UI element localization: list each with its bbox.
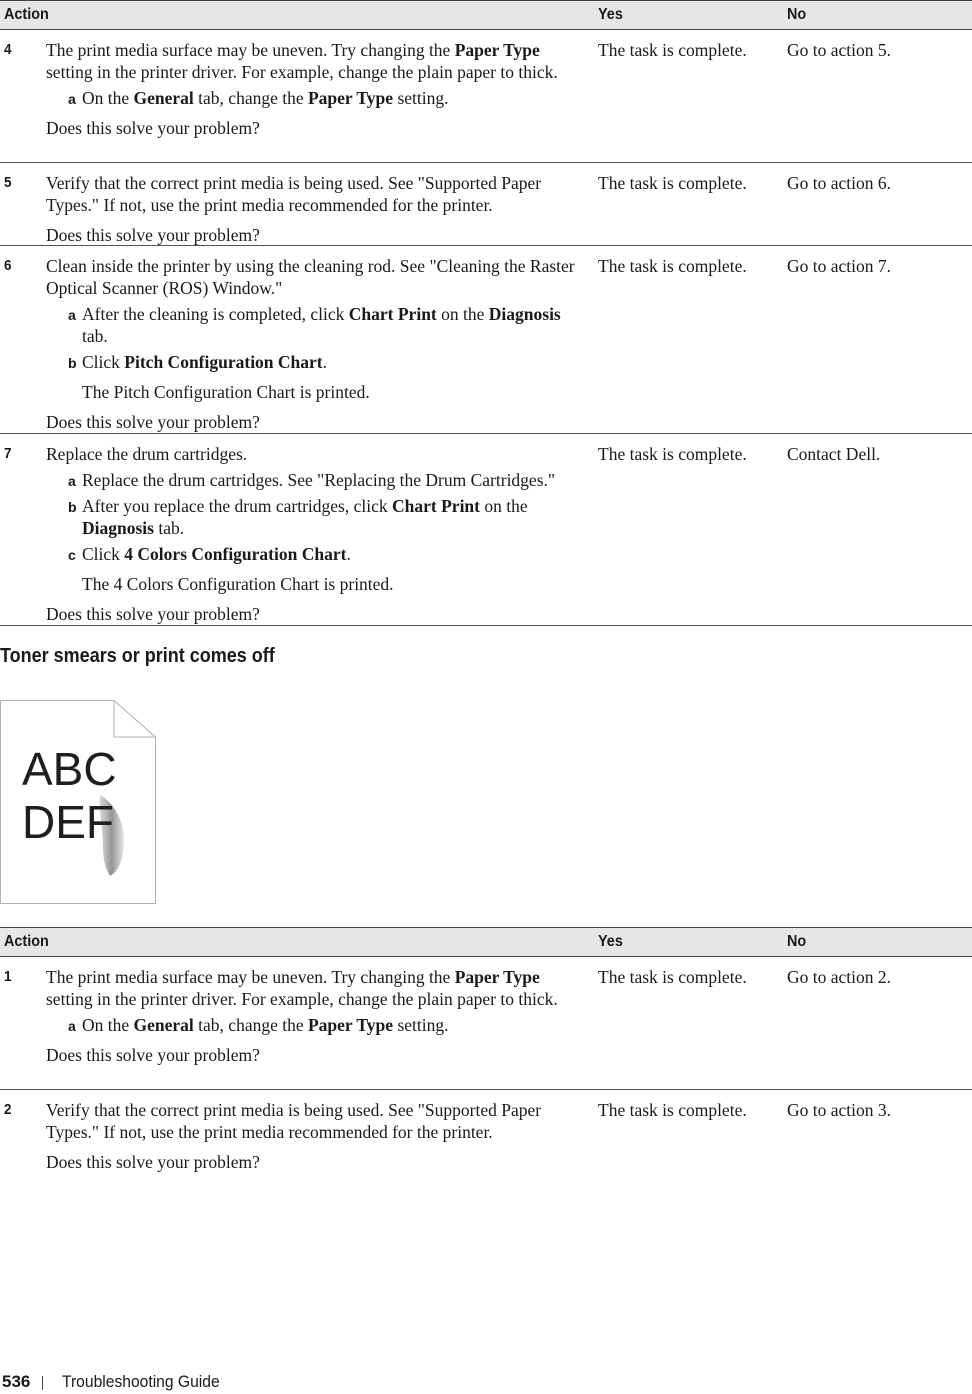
action-cell <box>46 255 582 433</box>
page-number: 536 <box>2 1372 31 1391</box>
table-row <box>0 246 972 434</box>
ui-term: Diagnosis <box>82 518 154 538</box>
question-text: Does this solve your problem? <box>46 225 260 245</box>
page-footer <box>0 1372 400 1394</box>
ui-term: Paper Type <box>454 40 540 60</box>
ui-term: Pitch Configuration Chart <box>124 352 323 372</box>
step-letter: a <box>68 1018 76 1034</box>
ui-term: Diagnosis <box>488 304 561 324</box>
no-cell: Go to action 5. <box>787 40 892 60</box>
action-text: Replace the drum cartridges. <box>46 444 248 464</box>
no-cell: Go to action 7. <box>787 256 892 276</box>
action-cell <box>46 443 582 625</box>
table-header <box>0 927 972 957</box>
header-action: Action <box>4 6 49 23</box>
yes-cell: The task is complete. <box>598 256 747 276</box>
toner-smear-illustration <box>0 700 156 904</box>
header-yes: Yes <box>598 6 623 23</box>
step-item: a Replace the drum cartridges. See "Replacing the Drum Cartridges." <box>68 470 556 490</box>
yes-cell: The task is complete. <box>598 967 747 987</box>
footer-divider <box>42 1376 43 1390</box>
yes-cell: The task is complete. <box>598 40 747 60</box>
section-heading: Toner smears or print comes off <box>0 645 275 667</box>
step-item: a On the General tab, change the Paper Type setting. <box>68 88 449 108</box>
yes-cell: The task is complete. <box>598 444 747 464</box>
action-number: 4 <box>4 41 12 58</box>
step-letter: a <box>68 91 76 107</box>
action-cell <box>46 172 582 246</box>
ui-term: Chart Print <box>348 304 437 324</box>
ui-term: General <box>133 88 194 108</box>
action-number: 2 <box>4 1101 12 1118</box>
table-row <box>0 163 972 246</box>
question-text: Does this solve your problem? <box>46 118 260 138</box>
no-cell: Go to action 3. <box>787 1100 892 1120</box>
footer-title: Troubleshooting Guide <box>62 1372 220 1391</box>
action-number: 1 <box>4 968 12 985</box>
header-no: No <box>787 6 807 23</box>
action-cell <box>46 1099 582 1173</box>
header-action: Action <box>4 933 49 950</box>
question-text: Does this solve your problem? <box>46 604 260 624</box>
action-number: 6 <box>4 257 12 274</box>
step-item: c Click 4 Colors Configuration Chart. <box>68 544 351 564</box>
yes-cell: The task is complete. <box>598 1100 747 1120</box>
step-item: b After you replace the drum cartridges, click Chart Print on the Diagnosis tab. <box>68 496 528 538</box>
table-row <box>0 30 972 163</box>
sample-text-line-2: DEF <box>22 796 114 848</box>
table-row <box>0 957 972 1090</box>
action-cell <box>46 966 582 1066</box>
ui-term: Chart Print <box>392 496 480 516</box>
action-text: Verify that the correct print media is being used. See "Supported Paper Types." If not, use the print media recommended for the printer. <box>46 1100 542 1142</box>
ui-term: Paper Type <box>307 1015 394 1035</box>
step-letter: c <box>68 547 76 563</box>
yes-cell: The task is complete. <box>598 173 747 193</box>
step-letter: a <box>68 473 76 489</box>
step-letter: b <box>68 355 77 371</box>
table-row <box>0 1090 972 1180</box>
no-cell: Go to action 2. <box>787 967 892 987</box>
action-cell <box>46 39 582 139</box>
action-text: The print media surface may be uneven. Try changing the Paper Type setting in the printer driver. For example, change the plain paper to thick. <box>46 967 558 1009</box>
ui-term: General <box>133 1015 194 1035</box>
step-item: a On the General tab, change the Paper Type setting. <box>68 1015 449 1035</box>
no-cell: Contact Dell. <box>787 444 881 464</box>
no-cell: Go to action 6. <box>787 173 892 193</box>
step-item: a After the cleaning is completed, click Chart Print on the Diagnosis tab. <box>68 304 561 346</box>
table-header <box>0 0 972 30</box>
step-letter: a <box>68 307 76 323</box>
table-row <box>0 434 972 626</box>
question-text: Does this solve your problem? <box>46 1152 260 1172</box>
result-note: The 4 Colors Configuration Chart is printed. <box>82 574 394 594</box>
ui-term: Paper Type <box>454 967 540 987</box>
result-note: The Pitch Configuration Chart is printed. <box>82 382 370 402</box>
question-text: Does this solve your problem? <box>46 1045 260 1065</box>
ui-term: Paper Type <box>307 88 394 108</box>
action-text: Verify that the correct print media is being used. See "Supported Paper Types." If not, use the print media recommended for the printer. <box>46 173 542 215</box>
action-text: Clean inside the printer by using the cleaning rod. See "Cleaning the Raster Optical Scanner (ROS) Window." <box>46 256 575 298</box>
sample-text-line-1: ABC <box>22 743 117 795</box>
header-yes: Yes <box>598 933 623 950</box>
header-no: No <box>787 933 807 950</box>
smeared-page-icon <box>0 700 156 904</box>
action-number: 7 <box>4 445 12 462</box>
question-text: Does this solve your problem? <box>46 412 260 432</box>
step-letter: b <box>68 499 77 515</box>
action-number: 5 <box>4 174 12 191</box>
ui-term: 4 Colors Configuration Chart <box>124 544 347 564</box>
step-item: b Click Pitch Configuration Chart. <box>68 352 327 372</box>
action-text: The print media surface may be uneven. Try changing the Paper Type setting in the printer driver. For example, change the plain paper to thick. <box>46 40 558 82</box>
troubleshooting-table-2 <box>0 927 972 1180</box>
troubleshooting-table-1 <box>0 0 972 626</box>
